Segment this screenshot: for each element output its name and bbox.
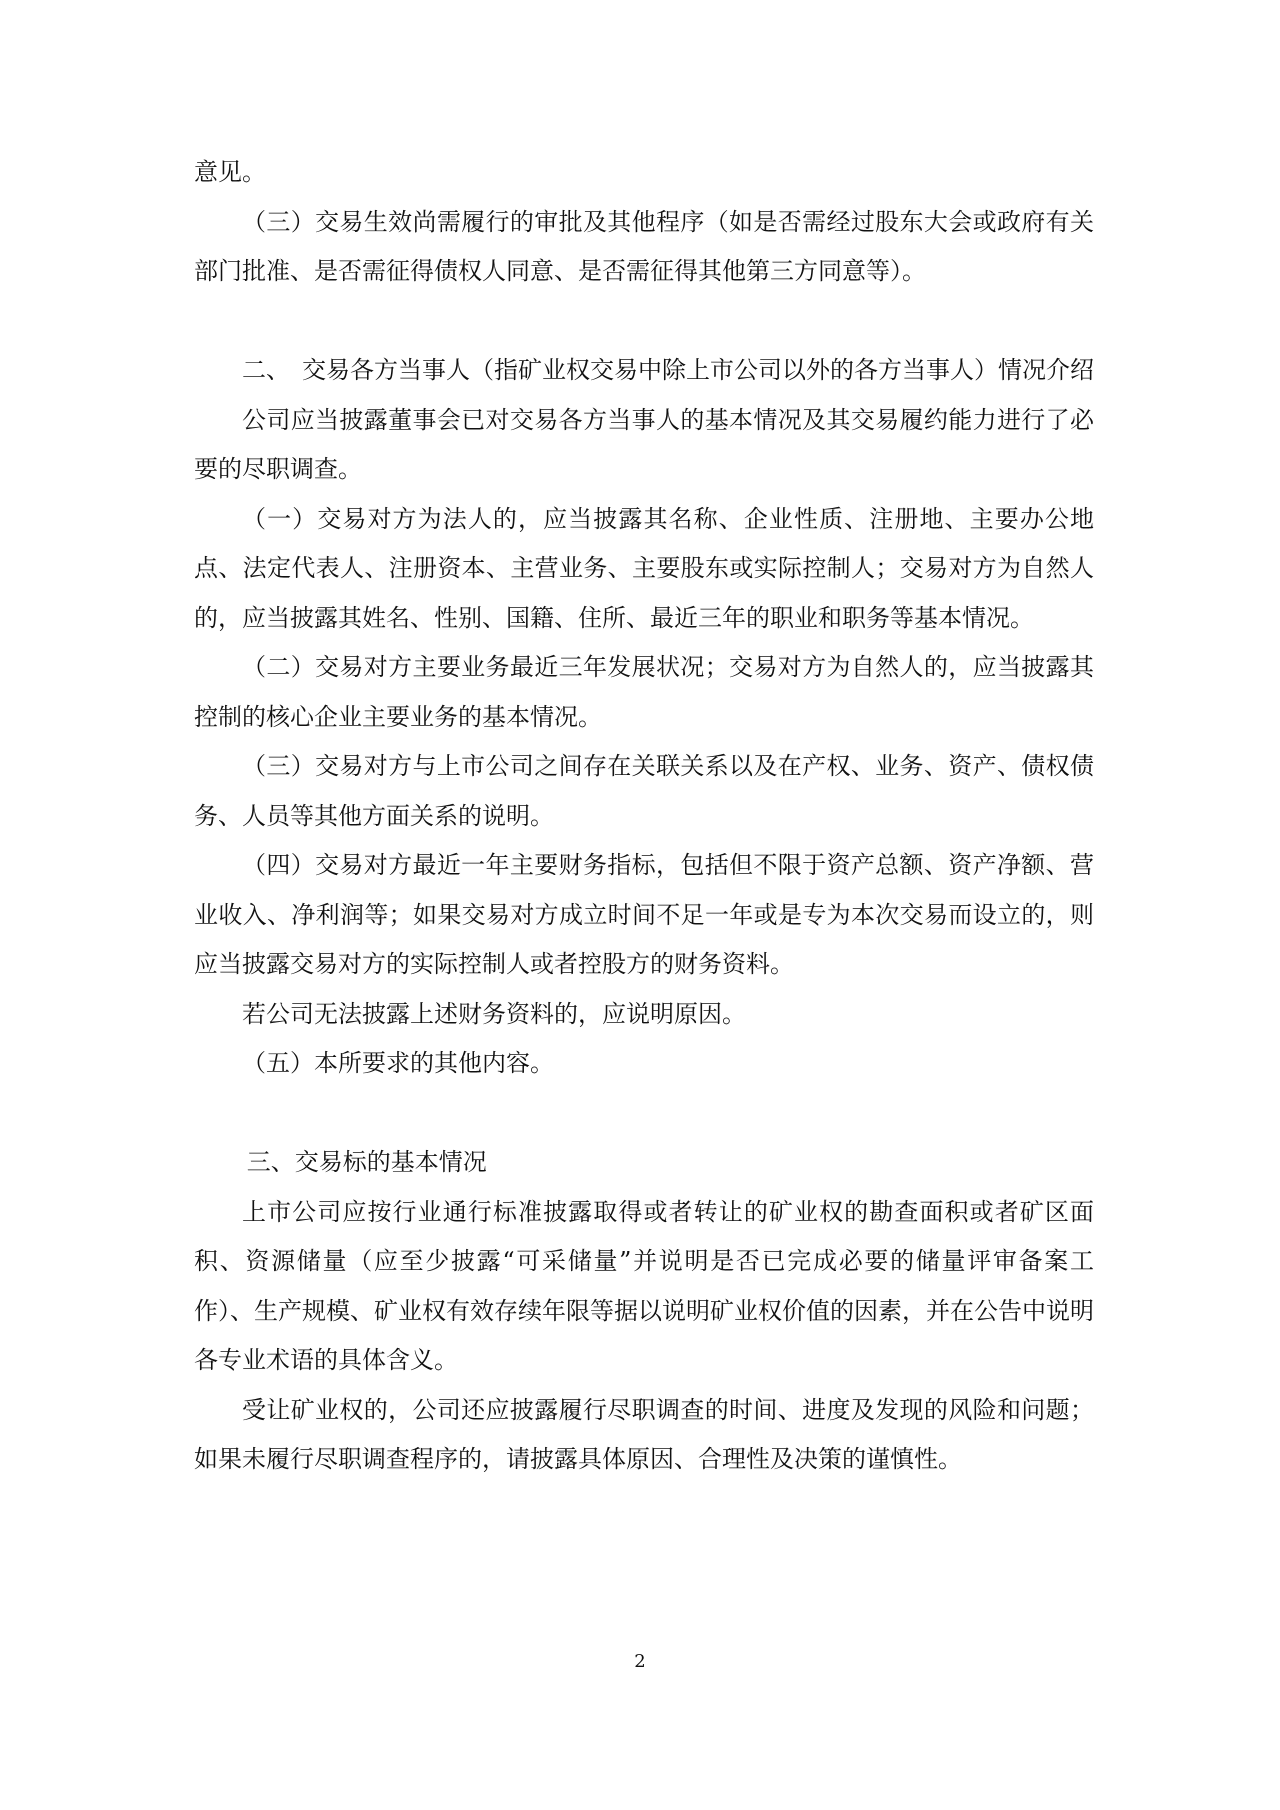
section-heading-parties: 二、 交易各方当事人（指矿业权交易中除上市公司以外的各方当事人）情况介绍 <box>242 356 1094 384</box>
paragraph-reason-disclosure: 若公司无法披露上述财务资料的，应说明原因。 <box>242 999 746 1028</box>
section-spacer <box>194 297 1094 347</box>
section-spacer <box>194 1089 1094 1139</box>
paragraph-mining-rights: 上市公司应按行业通行标准披露取得或者转让的矿业权的勘查面积或者矿区面积、资源储量（应至少披露“可采储量”并说明是否已完成必要的储量评审备案工作）、生产规模、矿业权有效存续年限等据以说明矿业权价值的因素，并在公告中说明各专业术语的具体含义。 <box>194 1197 1094 1374</box>
page-number: 2 <box>634 1651 646 1672</box>
paragraph-approval-procedures: （三）交易生效尚需履行的审批及其他程序（如是否需经过股东大会或政府有关部门批准、是否需征得债权人同意、是否需征得其他第三方同意等）。 <box>194 207 1094 285</box>
paragraph-other-content: （五）本所要求的其他内容。 <box>242 1049 554 1077</box>
document-body <box>194 148 1094 1485</box>
paragraph-related-relationship: （三）交易对方与上市公司之间存在关联关系以及在产权、业务、资产、债权债务、人员等其他方面关系的说明。 <box>194 752 1094 830</box>
paragraph-transfer-diligence: 受让矿业权的，公司还应披露履行尽职调查的时间、进度及发现的风险和问题；如果未履行尽职调查程序的，请披露具体原因、合理性及决策的谨慎性。 <box>194 1395 1094 1473</box>
paragraph-legal-person: （一）交易对方为法人的，应当披露其名称、企业性质、注册地、主要办公地点、法定代表人、注册资本、主营业务、主要股东或实际控制人；交易对方为自然人的，应当披露其姓名、性别、国籍、住所、最近三年的职业和职务等基本情况。 <box>194 504 1094 632</box>
section-heading-target: 三、交易标的基本情况 <box>246 1148 487 1176</box>
paragraph-business-development: （二）交易对方主要业务最近三年发展状况；交易对方为自然人的，应当披露其控制的核心企业主要业务的基本情况。 <box>194 653 1094 731</box>
paragraph-continuation: 意见。 <box>194 158 266 186</box>
paragraph-due-diligence: 公司应当披露董事会已对交易各方当事人的基本情况及其交易履约能力进行了必要的尽职调查。 <box>194 405 1094 483</box>
paragraph-financial-indicators: （四）交易对方最近一年主要财务指标，包括但不限于资产总额、资产净额、营业收入、净利润等；如果交易对方成立时间不足一年或是专为本次交易而设立的，则应当披露交易对方的实际控制人或者控股方的财务资料。 <box>194 851 1094 978</box>
